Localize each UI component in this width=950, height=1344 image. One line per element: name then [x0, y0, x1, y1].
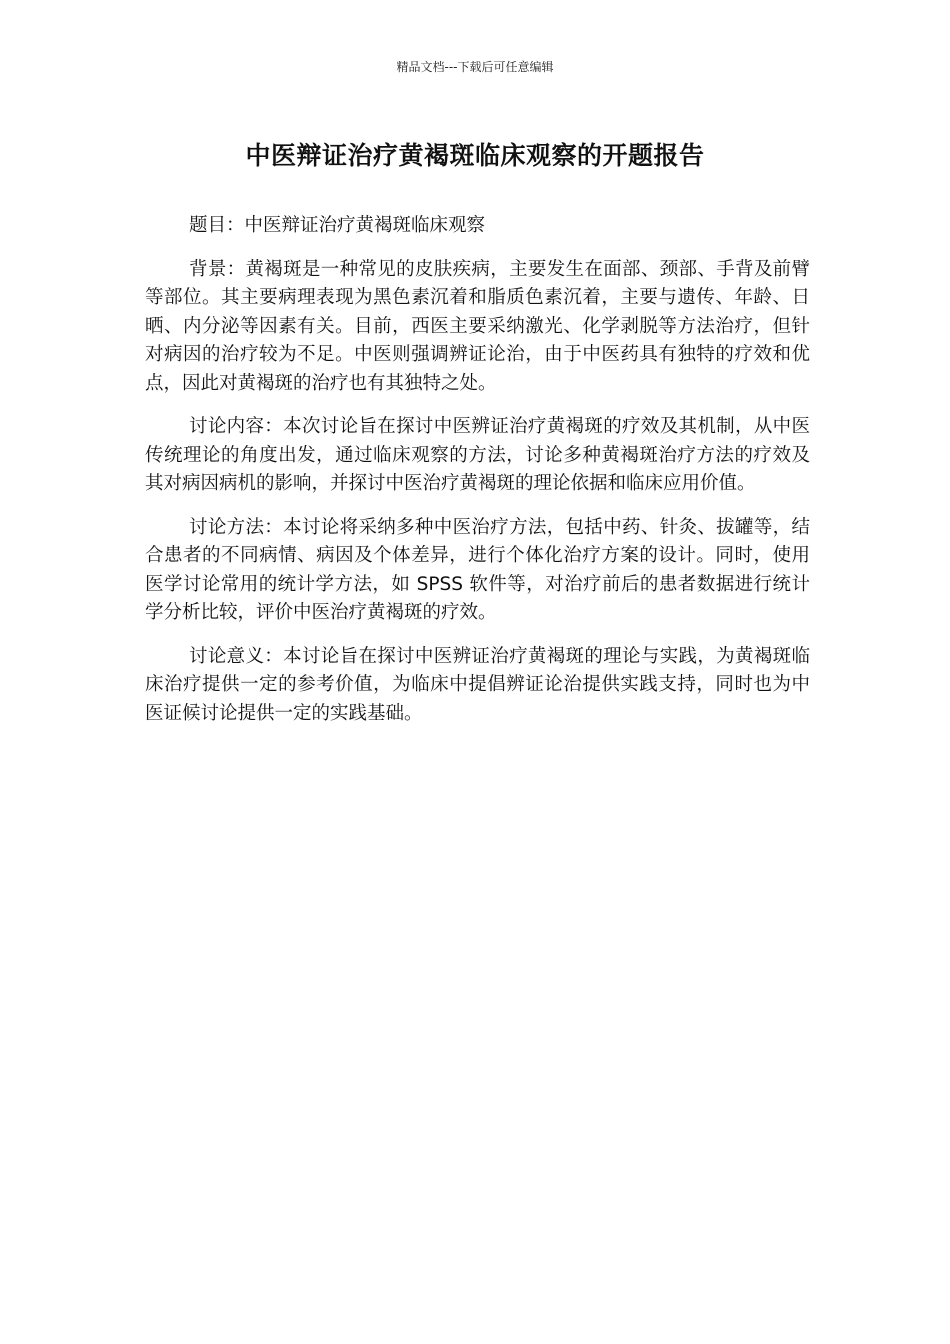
paragraph-research-significance: 讨论意义：本讨论旨在探讨中医辨证治疗黄褐斑的理论与实践，为黄褐斑临床治疗提供一定的参考价值，为临床中提倡辨证论治提供实践支持，同时也为中医证候讨论提供一定的实践基础。 — [145, 645, 810, 724]
paragraph-research-method: 讨论方法：本讨论将采纳多种中医治疗方法，包括中药、针灸、拔罐等，结合患者的不同病情、病因及个体差异，进行个体化治疗方案的设计。同时，使用医学讨论常用的统计学方法，如 SPSS 软件等，对治疗前后的患者数据进行统计学分析比较，评价中医治疗黄褐斑的疗效。 — [145, 516, 810, 623]
header-note: 精品文档---下载后可任意编辑 — [396, 60, 554, 74]
paragraph-topic: 题目：中医辩证治疗黄褐斑临床观察 — [189, 215, 486, 236]
document-body — [145, 212, 810, 743]
paragraph-background: 背景：黄褐斑是一种常见的皮肤疾病，主要发生在面部、颈部、手背及前臂等部位。其主要病理表现为黑色素沉着和脂质色素沉着，主要与遗传、年龄、日晒、内分泌等因素有关。目前，西医主要采纳激光、化学剥脱等方法治疗，但针对病因的治疗较为不足。中医则强调辨证论治，由于中医药具有独特的疗效和优点，因此对黄褐斑的治疗也有其独特之处。 — [145, 258, 810, 394]
document-title: 中医辩证治疗黄褐斑临床观察的开题报告 — [245, 141, 705, 170]
paragraph-research-content: 讨论内容：本次讨论旨在探讨中医辨证治疗黄褐斑的疗效及其机制，从中医传统理论的角度出发，通过临床观察的方法，讨论多种黄褐斑治疗方法的疗效及其对病因病机的影响，并探讨中医治疗黄褐斑的理论依据和临床应用价值。 — [145, 416, 810, 494]
